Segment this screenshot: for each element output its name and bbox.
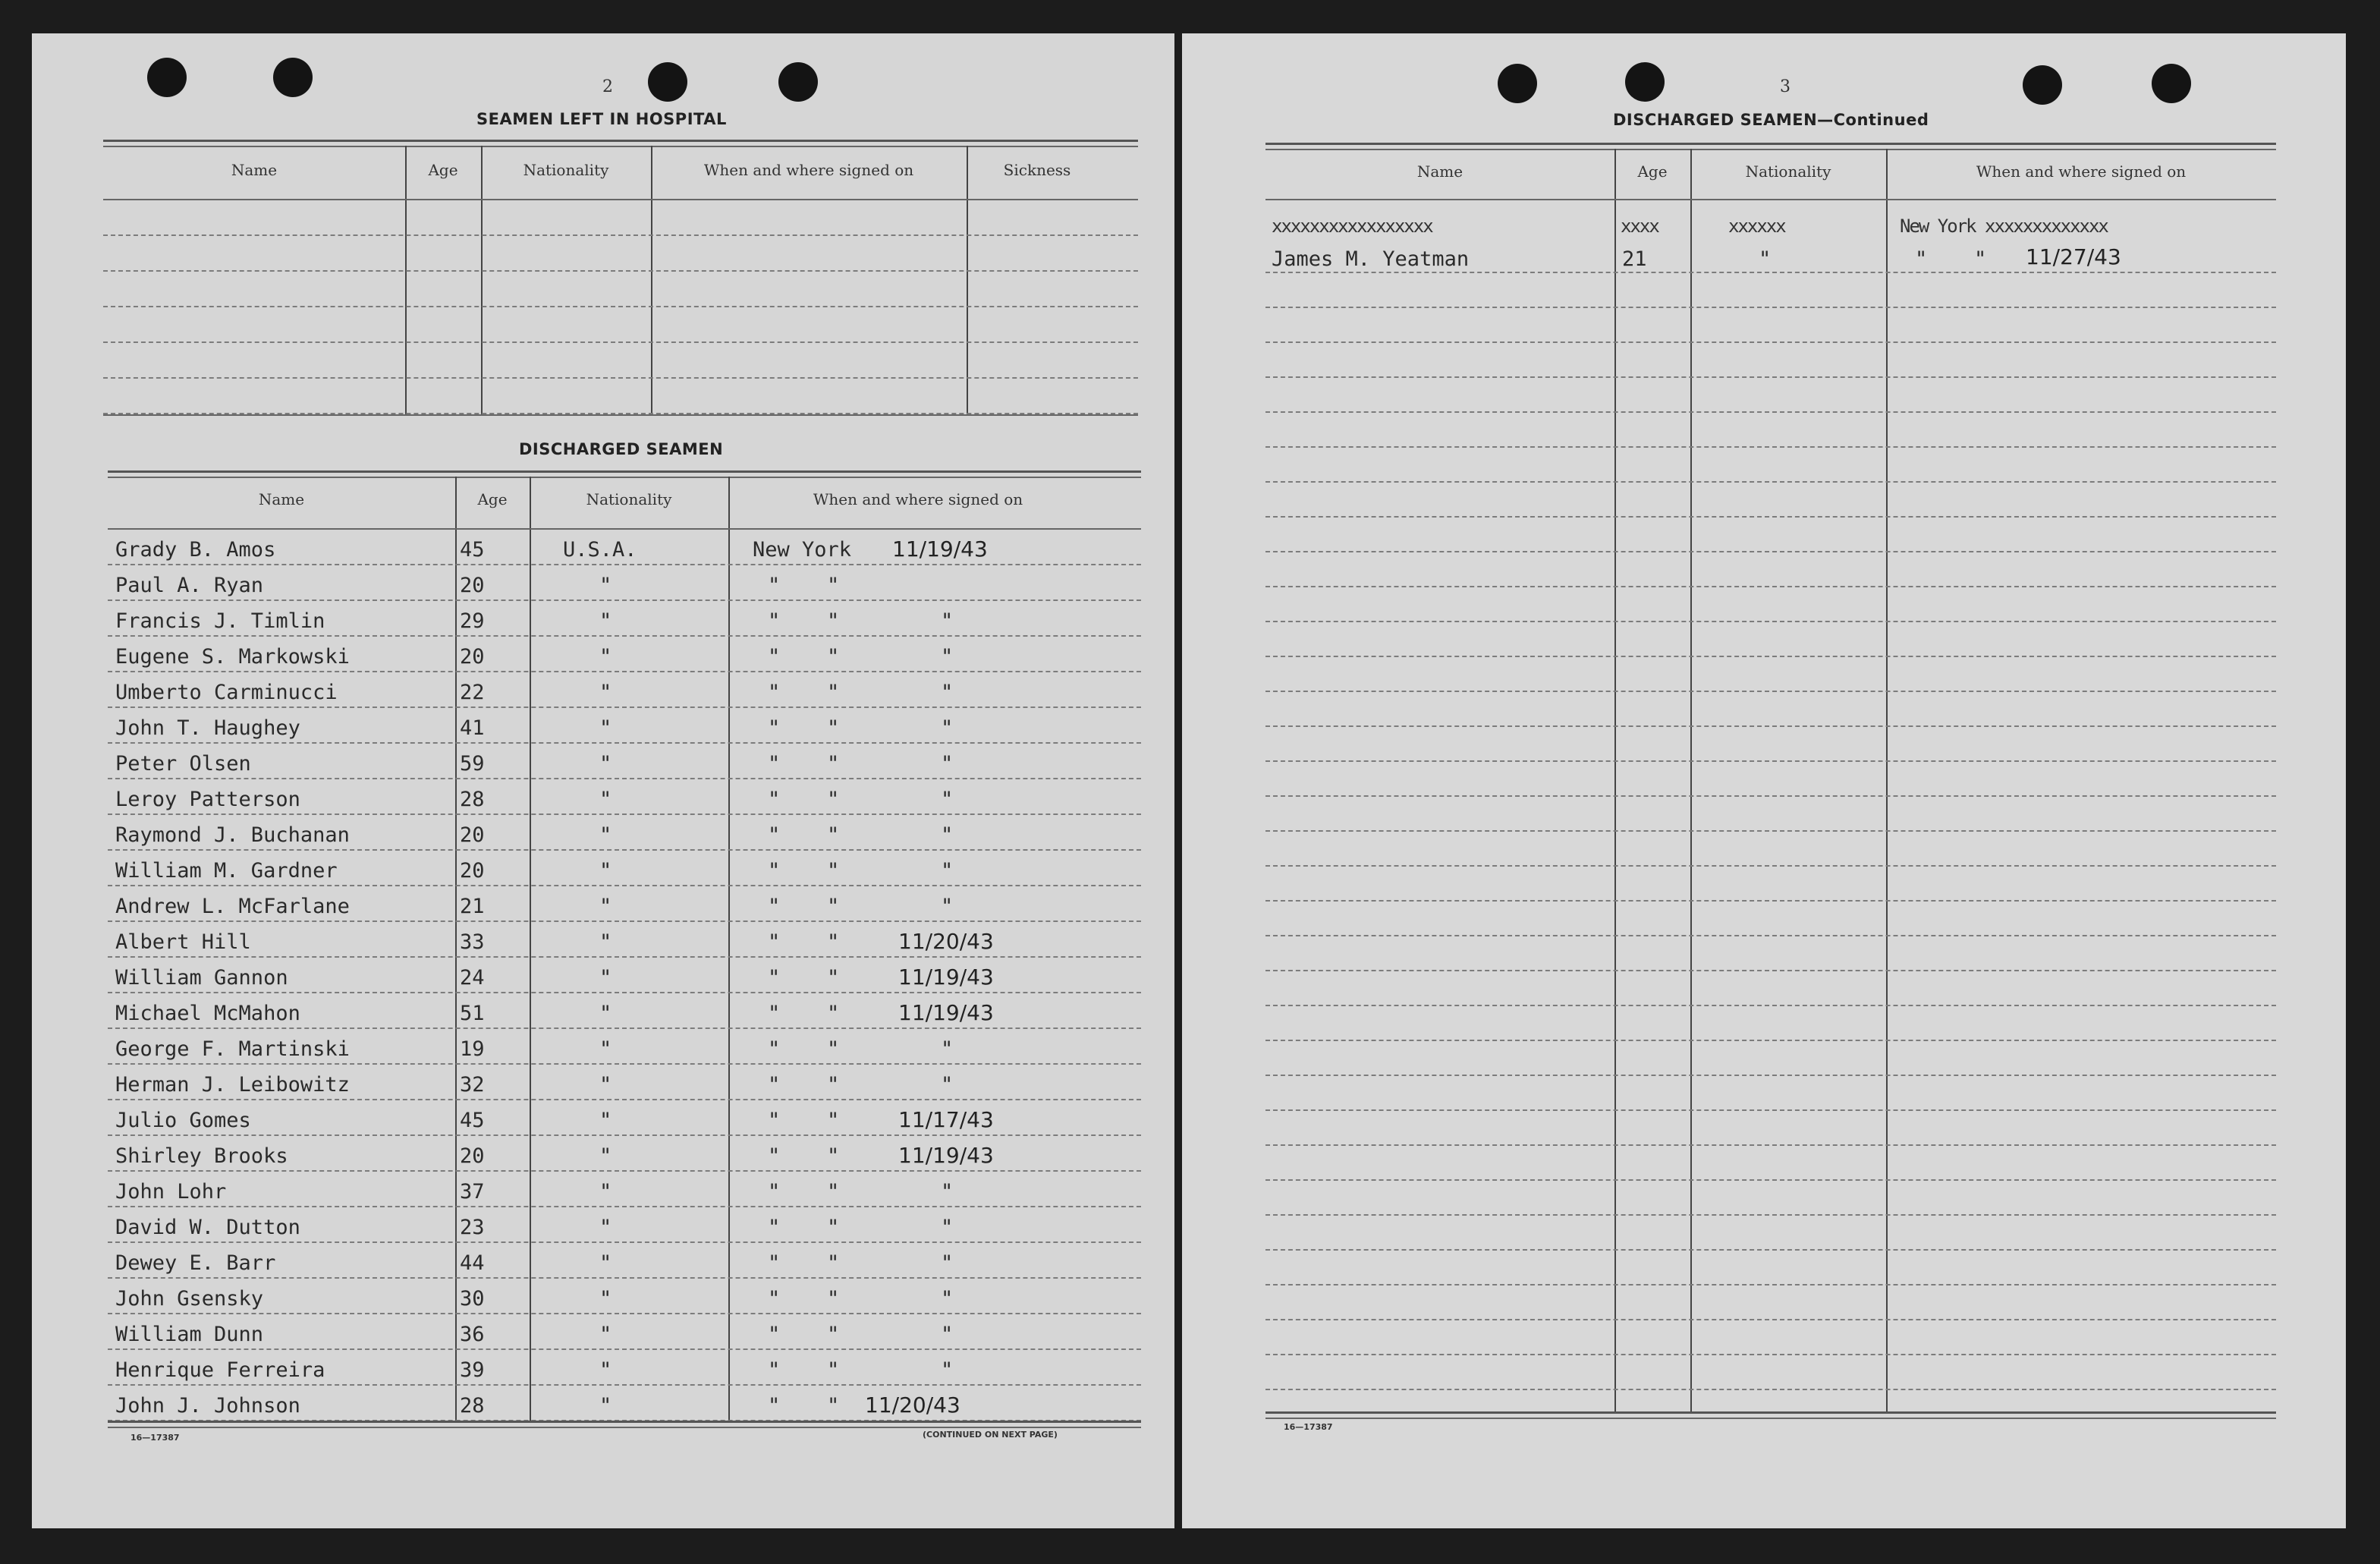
right-page	[1182, 33, 2346, 1528]
seaman-nationality: "	[599, 859, 612, 883]
column-header: Name	[258, 490, 305, 508]
column-header: Name	[231, 161, 278, 179]
seaman-nationality: "	[599, 716, 612, 740]
signed-on-place: "	[768, 1109, 781, 1132]
seaman-nationality: "	[599, 1323, 612, 1346]
signed-on-place-ditto: "	[827, 823, 840, 847]
signed-on-date: "	[941, 1073, 954, 1097]
seaman-age: 23	[460, 1216, 485, 1239]
seaman-name: Grady B. Amos	[115, 538, 276, 562]
binder-hole	[2152, 64, 2191, 103]
seaman-age: 37	[460, 1180, 485, 1204]
seaman-nationality: "	[599, 1180, 612, 1204]
seaman-nationality: "	[599, 574, 612, 597]
binder-hole	[147, 58, 187, 97]
seaman-age: 28	[460, 1394, 485, 1418]
seaman-name: John Lohr	[115, 1180, 227, 1204]
seaman-age: 39	[460, 1358, 485, 1382]
seaman-name: Eugene S. Markowski	[115, 645, 350, 669]
signed-on-date: "	[941, 1216, 954, 1239]
discharged-section-title: DISCHARGED SEAMEN	[519, 440, 724, 458]
seaman-age: 19	[460, 1037, 485, 1061]
signed-on-place: "	[768, 716, 781, 740]
seaman-nationality: "	[599, 1037, 612, 1061]
signed-on-place: "	[768, 1037, 781, 1061]
seaman-nationality: "	[599, 645, 612, 669]
seaman-name: Raymond J. Buchanan	[115, 823, 350, 847]
seaman-age: 21	[460, 895, 485, 918]
signed-on-place: "	[768, 1251, 781, 1275]
signed-on-place: "	[768, 1180, 781, 1204]
seaman-nationality: "	[599, 930, 612, 954]
signed-on-place-ditto: "	[827, 1323, 840, 1346]
seaman-name: Umberto Carminucci	[115, 681, 338, 704]
seaman-nationality: "	[599, 681, 612, 704]
seaman-name: John J. Johnson	[115, 1394, 300, 1418]
struck-signed-on: New York xxxxxxxxxxxxx	[1900, 216, 2108, 237]
signed-on-date: 11/20/43	[898, 929, 994, 954]
signed-on-place-ditto: "	[1974, 247, 1987, 271]
seaman-age: 36	[460, 1323, 485, 1346]
signed-on-date: "	[941, 752, 954, 776]
signed-on-date: 11/19/43	[898, 965, 994, 990]
signed-on-place-ditto: "	[827, 1144, 840, 1168]
seaman-nationality: "	[599, 788, 612, 811]
column-header: Age	[477, 490, 508, 508]
struck-name: xxxxxxxxxxxxxxxxx	[1272, 216, 1432, 237]
column-header: When and where signed on	[1976, 162, 2187, 181]
continued-note: (CONTINUED ON NEXT PAGE)	[923, 1430, 1058, 1440]
signed-on-place: "	[768, 1287, 781, 1311]
struck-age: xxxx	[1621, 216, 1658, 237]
signed-on-place: New York	[753, 538, 852, 562]
signed-on-place: "	[768, 1323, 781, 1346]
signed-on-date: "	[941, 895, 954, 918]
seaman-name: David W. Dutton	[115, 1216, 300, 1239]
signed-on-date: "	[941, 823, 954, 847]
signed-on-place: "	[768, 930, 781, 954]
signed-on-date: "	[941, 1251, 954, 1275]
seaman-age: 41	[460, 716, 485, 740]
signed-on-date: "	[941, 1323, 954, 1346]
binder-hole	[2023, 65, 2062, 105]
seaman-name: Michael McMahon	[115, 1002, 300, 1025]
signed-on-place: "	[768, 609, 781, 633]
seaman-age: 45	[460, 538, 485, 562]
column-header: Nationality	[523, 161, 609, 179]
signed-on-date: 11/27/43	[2026, 244, 2121, 269]
seaman-nationality: "	[599, 1394, 612, 1418]
seaman-age: 32	[460, 1073, 485, 1097]
seaman-name: John T. Haughey	[115, 716, 300, 740]
hospital-section-title: SEAMEN LEFT IN HOSPITAL	[476, 110, 727, 128]
seaman-name: Albert Hill	[115, 930, 251, 954]
signed-on-date: 11/20/43	[865, 1392, 960, 1418]
signed-on-place-ditto: "	[827, 716, 840, 740]
column-header: Nationality	[1745, 162, 1831, 181]
seaman-name: Andrew L. McFarlane	[115, 895, 350, 918]
signed-on-place-ditto: "	[827, 1180, 840, 1204]
seaman-nationality: "	[599, 1358, 612, 1382]
signed-on-place-ditto: "	[827, 609, 840, 633]
signed-on-place-ditto: "	[827, 1358, 840, 1382]
signed-on-place-ditto: "	[827, 1287, 840, 1311]
discharged-continued-title: DISCHARGED SEAMEN—Continued	[1613, 111, 1929, 129]
seaman-name: Dewey E. Barr	[115, 1251, 276, 1275]
column-header: Age	[1637, 162, 1668, 181]
seaman-age: 22	[460, 681, 485, 704]
signed-on-place-ditto: "	[827, 1073, 840, 1097]
form-number: 16—17387	[130, 1433, 180, 1443]
seaman-nationality: "	[599, 823, 612, 847]
signed-on-place-ditto: "	[827, 966, 840, 990]
signed-on-date: "	[941, 609, 954, 633]
seaman-name: Julio Gomes	[115, 1109, 251, 1132]
form-number: 16—17387	[1284, 1422, 1333, 1432]
seaman-age: 44	[460, 1251, 485, 1275]
seaman-name: Peter Olsen	[115, 752, 251, 776]
seaman-age: 20	[460, 574, 485, 597]
signed-on-place-ditto: "	[827, 1002, 840, 1025]
signed-on-place-ditto: "	[827, 930, 840, 954]
seaman-name: John Gsensky	[115, 1287, 264, 1311]
seaman-nationality: "	[599, 895, 612, 918]
seaman-name: George F. Martinski	[115, 1037, 350, 1061]
seaman-name: Shirley Brooks	[115, 1144, 288, 1168]
signed-on-date: "	[941, 1358, 954, 1382]
seaman-nationality: "	[599, 1216, 612, 1239]
seaman-name: Henrique Ferreira	[115, 1358, 325, 1382]
signed-on-place: "	[1915, 247, 1928, 271]
signed-on-place: "	[768, 1358, 781, 1382]
signed-on-place: "	[768, 895, 781, 918]
seaman-age: 28	[460, 788, 485, 811]
column-header: Nationality	[586, 490, 672, 508]
signed-on-date: 11/19/43	[898, 1143, 994, 1168]
column-header: Name	[1416, 162, 1464, 181]
signed-on-date: 11/19/43	[892, 537, 988, 562]
signed-on-place-ditto: "	[827, 788, 840, 811]
signed-on-place-ditto: "	[827, 1109, 840, 1132]
signed-on-place-ditto: "	[827, 752, 840, 776]
binder-hole	[273, 58, 313, 97]
signed-on-place: "	[768, 1216, 781, 1239]
seaman-nationality: "	[1759, 247, 1772, 271]
seaman-age: 20	[460, 823, 485, 847]
binder-hole	[1625, 62, 1665, 102]
seaman-age: 51	[460, 1002, 485, 1025]
signed-on-date: "	[941, 716, 954, 740]
seaman-name: Paul A. Ryan	[115, 574, 264, 597]
seaman-name: James M. Yeatman	[1272, 247, 1470, 271]
signed-on-place: "	[768, 752, 781, 776]
seaman-nationality: "	[599, 609, 612, 633]
column-header: When and where signed on	[813, 490, 1023, 508]
seaman-age: 29	[460, 609, 485, 633]
seaman-name: William M. Gardner	[115, 859, 338, 883]
seaman-age: 20	[460, 859, 485, 883]
signed-on-date: "	[941, 859, 954, 883]
seaman-nationality: "	[599, 1073, 612, 1097]
seaman-age: 21	[1622, 247, 1647, 271]
signed-on-place-ditto: "	[827, 1037, 840, 1061]
signed-on-place-ditto: "	[827, 859, 840, 883]
seaman-age: 30	[460, 1287, 485, 1311]
binder-hole	[1498, 64, 1537, 103]
left-page	[32, 33, 1174, 1528]
seaman-nationality: "	[599, 1109, 612, 1132]
binder-hole	[778, 62, 818, 102]
signed-on-place-ditto: "	[827, 574, 840, 597]
signed-on-place: "	[768, 1144, 781, 1168]
signed-on-place-ditto: "	[827, 1251, 840, 1275]
signed-on-date: "	[941, 1180, 954, 1204]
seaman-nationality: U.S.A.	[563, 538, 637, 562]
signed-on-place: "	[768, 859, 781, 883]
seaman-name: William Gannon	[115, 966, 288, 990]
signed-on-place: "	[768, 966, 781, 990]
seaman-age: 24	[460, 966, 485, 990]
seaman-age: 33	[460, 930, 485, 954]
binder-hole	[648, 62, 687, 102]
signed-on-date: "	[941, 788, 954, 811]
column-header: Age	[428, 161, 458, 179]
seaman-age: 20	[460, 645, 485, 669]
signed-on-date: "	[941, 1037, 954, 1061]
signed-on-place: "	[768, 1394, 781, 1418]
seaman-nationality: "	[599, 1144, 612, 1168]
signed-on-place-ditto: "	[827, 895, 840, 918]
seaman-nationality: "	[599, 1002, 612, 1025]
signed-on-date: 11/19/43	[898, 1000, 994, 1025]
seaman-nationality: "	[599, 752, 612, 776]
signed-on-date: 11/17/43	[898, 1107, 994, 1132]
column-header: When and where signed on	[703, 161, 914, 179]
signed-on-place: "	[768, 645, 781, 669]
signed-on-place: "	[768, 823, 781, 847]
signed-on-date: "	[941, 1287, 954, 1311]
seaman-name: William Dunn	[115, 1323, 264, 1346]
seaman-name: Herman J. Leibowitz	[115, 1073, 350, 1097]
struck-nationality: xxxxxx	[1728, 216, 1785, 237]
signed-on-place-ditto: "	[827, 681, 840, 704]
seaman-age: 59	[460, 752, 485, 776]
seaman-name: Leroy Patterson	[115, 788, 300, 811]
signed-on-place-ditto: "	[827, 1216, 840, 1239]
signed-on-place-ditto: "	[827, 645, 840, 669]
column-header: Sickness	[1003, 161, 1071, 179]
signed-on-place: "	[768, 681, 781, 704]
signed-on-place: "	[768, 1002, 781, 1025]
seaman-age: 20	[460, 1144, 485, 1168]
signed-on-place-ditto: "	[827, 1394, 840, 1418]
signed-on-place: "	[768, 1073, 781, 1097]
signed-on-place: "	[768, 788, 781, 811]
signed-on-date: "	[941, 681, 954, 704]
page-number: 3	[1780, 77, 1791, 96]
seaman-name: Francis J. Timlin	[115, 609, 325, 633]
seaman-nationality: "	[599, 1287, 612, 1311]
signed-on-place: "	[768, 574, 781, 597]
page-number: 2	[602, 77, 613, 96]
seaman-age: 45	[460, 1109, 485, 1132]
signed-on-date: "	[941, 645, 954, 669]
seaman-nationality: "	[599, 1251, 612, 1275]
seaman-nationality: "	[599, 966, 612, 990]
